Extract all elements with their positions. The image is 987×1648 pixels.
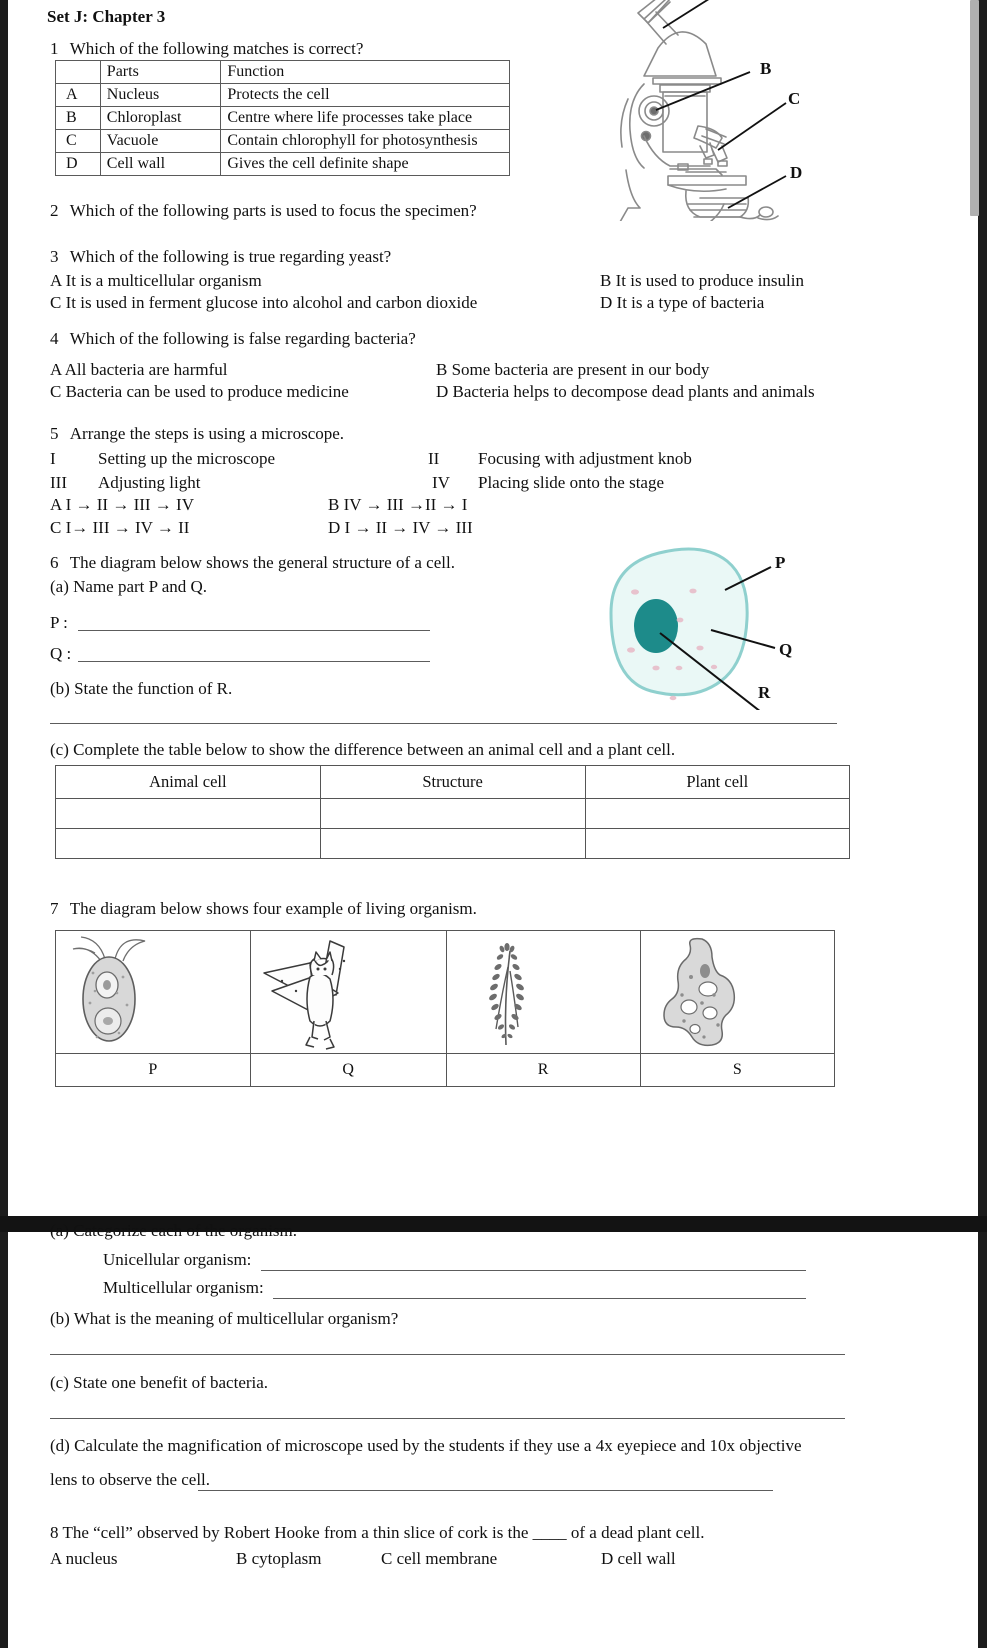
bat-icon — [252, 933, 402, 1051]
q7-label-s: S — [640, 1054, 834, 1087]
q5-step-3-numeral: III — [50, 473, 67, 492]
q4-option-b: B Some bacteria are present in our body — [436, 360, 710, 379]
flagellate-protozoan-icon — [57, 933, 187, 1051]
table-row — [56, 1054, 835, 1087]
question-1-stem — [50, 40, 363, 58]
q6-r1-c2[interactable] — [585, 829, 849, 859]
q6-r0-c0[interactable] — [56, 799, 321, 829]
q1-header-1: Parts — [100, 61, 221, 84]
moss-plant-icon — [448, 933, 568, 1051]
question-7-stem — [50, 900, 477, 918]
q1-number: 1 — [50, 39, 59, 58]
cell-label-p: P — [775, 553, 786, 572]
q5-option-c: C I→ III → IV → II — [50, 518, 190, 537]
table-header-row — [56, 766, 850, 799]
q3-option-a: A It is a multicellular organism — [50, 271, 262, 290]
q7-part-b: (b) What is the meaning of multicellular organism? — [50, 1309, 399, 1328]
amoeba-icon — [642, 933, 762, 1051]
q6-r1-c1[interactable] — [320, 829, 585, 859]
q6-r0-c2[interactable] — [585, 799, 849, 829]
q7-part-d-line2: lens to observe the cell. — [50, 1470, 211, 1489]
q5-step-3-text: Adjusting light — [98, 473, 201, 492]
q8-option-a: A nucleus — [50, 1549, 118, 1568]
table-header-row — [56, 61, 510, 84]
q1-r0-c0: A — [56, 84, 101, 107]
q7-label-p: P — [56, 1054, 251, 1087]
q7-number: 7 — [50, 899, 59, 918]
q1-r0-c1: Nucleus — [100, 84, 221, 107]
q5-step-2-numeral: II — [428, 449, 440, 468]
q7-part-a: (a) Categorize each of the organism. — [50, 1221, 298, 1240]
q6-r0-c1[interactable] — [320, 799, 585, 829]
q1-r2-c0: C — [56, 130, 101, 153]
q1-r3-c0: D — [56, 153, 101, 176]
q7-organism-p-image — [56, 931, 251, 1054]
microscope-diagram — [608, 0, 838, 221]
q4-option-a: A All bacteria are harmful — [50, 360, 228, 379]
q1-r0-c2: Protects the cell — [221, 84, 510, 107]
q3-text: Which of the following is true regarding yeast? — [69, 247, 392, 266]
q8-option-c: C cell membrane — [381, 1549, 498, 1568]
q1-r1-c0: B — [56, 107, 101, 130]
q5-step-1-text: Setting up the microscope — [98, 449, 276, 468]
table-row — [56, 84, 510, 107]
q7-organism-table — [55, 930, 835, 1087]
microscope-label-c: C — [788, 89, 801, 108]
question-2-stem — [50, 202, 477, 220]
q1-header-0 — [56, 61, 101, 84]
vertical-scrollbar[interactable] — [970, 0, 979, 216]
q5-step-4-text: Placing slide onto the stage — [478, 473, 665, 492]
q7-organism-r-image — [446, 931, 640, 1054]
q3-option-b: B It is used to produce insulin — [600, 271, 804, 290]
q1-matching-table — [55, 60, 510, 176]
cell-label-q: Q — [779, 640, 793, 659]
table-row — [56, 130, 510, 153]
q6-p-answer-line[interactable] — [78, 630, 430, 631]
q6-number: 6 — [50, 553, 59, 572]
document-page-1 — [8, 0, 978, 1216]
cell-nucleus — [634, 599, 678, 653]
q8-option-d: D cell wall — [601, 1549, 676, 1568]
q7-organism-q-image — [250, 931, 446, 1054]
question-4-stem — [50, 330, 416, 348]
q6-part-b-answer-line[interactable] — [50, 723, 837, 724]
q3-number: 3 — [50, 247, 59, 266]
q7-part-d-line1: (d) Calculate the magnification of microscope used by the students if they use a 4x eyepiece and 10x objective — [50, 1436, 802, 1455]
q7-organism-s-image — [640, 931, 834, 1054]
microscope-label-b: B — [760, 59, 772, 78]
q7-multicellular-answer-line[interactable] — [273, 1298, 806, 1299]
question-8-stem: 8 The “cell” observed by Robert Hooke from a thin slice of cork is the ____ of a dead plant cell. — [50, 1523, 705, 1542]
q6-q-prompt: Q : — [50, 644, 72, 663]
table-row — [56, 799, 850, 829]
q1-r3-c1: Cell wall — [100, 153, 221, 176]
table-row — [56, 153, 510, 176]
q4-option-d: D Bacteria helps to decompose dead plants and animals — [436, 382, 815, 401]
question-6-stem — [50, 554, 455, 572]
question-5-stem — [50, 425, 344, 443]
q4-text: Which of the following is false regarding bacteria? — [69, 329, 416, 348]
q6-comparison-table — [55, 765, 850, 859]
question-3-stem — [50, 248, 391, 266]
q3-option-d: D It is a type of bacteria — [600, 293, 765, 312]
q5-option-b: B IV → III →II → I — [328, 495, 468, 514]
q1-r1-c2: Centre where life processes take place — [221, 107, 510, 130]
q6-text: The diagram below shows the general structure of a cell. — [69, 553, 455, 572]
q5-text: Arrange the steps is using a microscope. — [69, 424, 345, 443]
q6-part-a: (a) Name part P and Q. — [50, 577, 208, 596]
q1-r1-c1: Chloroplast — [100, 107, 221, 130]
q5-option-a: A I → II → III → IV — [50, 495, 194, 514]
q7-unicellular-label: Unicellular organism: — [103, 1250, 252, 1269]
cell-diagram — [553, 520, 863, 710]
q7-label-q: Q — [250, 1054, 446, 1087]
q1-r2-c2: Contain chlorophyll for photosynthesis — [221, 130, 510, 153]
document-page-2 — [8, 1221, 978, 1648]
table-row — [56, 829, 850, 859]
q1-r3-c2: Gives the cell definite shape — [221, 153, 510, 176]
q6-part-c: (c) Complete the table below to show the difference between an animal cell and a plant cell. — [50, 740, 676, 759]
q5-step-2-text: Focusing with adjustment knob — [478, 449, 692, 468]
q7-part-d-answer-line[interactable] — [198, 1490, 773, 1491]
q7-multicellular-label: Multicellular organism: — [103, 1278, 264, 1297]
microscope-leader-lines — [608, 0, 838, 221]
q6-th-plant: Plant cell — [585, 766, 849, 799]
q5-step-4-numeral: IV — [432, 473, 450, 492]
q5-option-d: D I → II → IV → III — [328, 518, 473, 537]
table-row — [56, 931, 835, 1054]
q8-option-b: B cytoplasm — [236, 1549, 322, 1568]
q7-text: The diagram below shows four example of living organism. — [69, 899, 477, 918]
q3-option-c: C It is used in ferment glucose into alcohol and carbon dioxide — [50, 293, 478, 312]
cell-label-r: R — [758, 683, 771, 702]
q2-number: 2 — [50, 201, 59, 220]
q4-option-c: C Bacteria can be used to produce medicine — [50, 382, 349, 401]
q1-text: Which of the following matches is correct? — [69, 39, 364, 58]
table-row — [56, 107, 510, 130]
q1-r2-c1: Vacuole — [100, 130, 221, 153]
q5-number: 5 — [50, 424, 59, 443]
q2-text: Which of the following parts is used to focus the specimen? — [69, 201, 477, 220]
microscope-label-d: D — [790, 163, 803, 182]
q7-part-b-answer-line[interactable] — [50, 1354, 845, 1355]
q7-label-r: R — [446, 1054, 640, 1087]
q6-p-prompt: P : — [50, 613, 68, 632]
page-title: Set J: Chapter 3 — [47, 7, 166, 26]
q1-header-2: Function — [221, 61, 510, 84]
q7-part-c-answer-line[interactable] — [50, 1418, 845, 1419]
q6-th-structure: Structure — [320, 766, 585, 799]
q6-part-b: (b) State the function of R. — [50, 679, 233, 698]
q7-unicellular-answer-line[interactable] — [261, 1270, 806, 1271]
q6-th-animal: Animal cell — [56, 766, 321, 799]
q6-r1-c0[interactable] — [56, 829, 321, 859]
q6-q-answer-line[interactable] — [78, 661, 430, 662]
cell-svg — [553, 520, 863, 710]
q4-number: 4 — [50, 329, 59, 348]
q7-part-c: (c) State one benefit of bacteria. — [50, 1373, 269, 1392]
q5-step-1-numeral: I — [50, 449, 56, 468]
